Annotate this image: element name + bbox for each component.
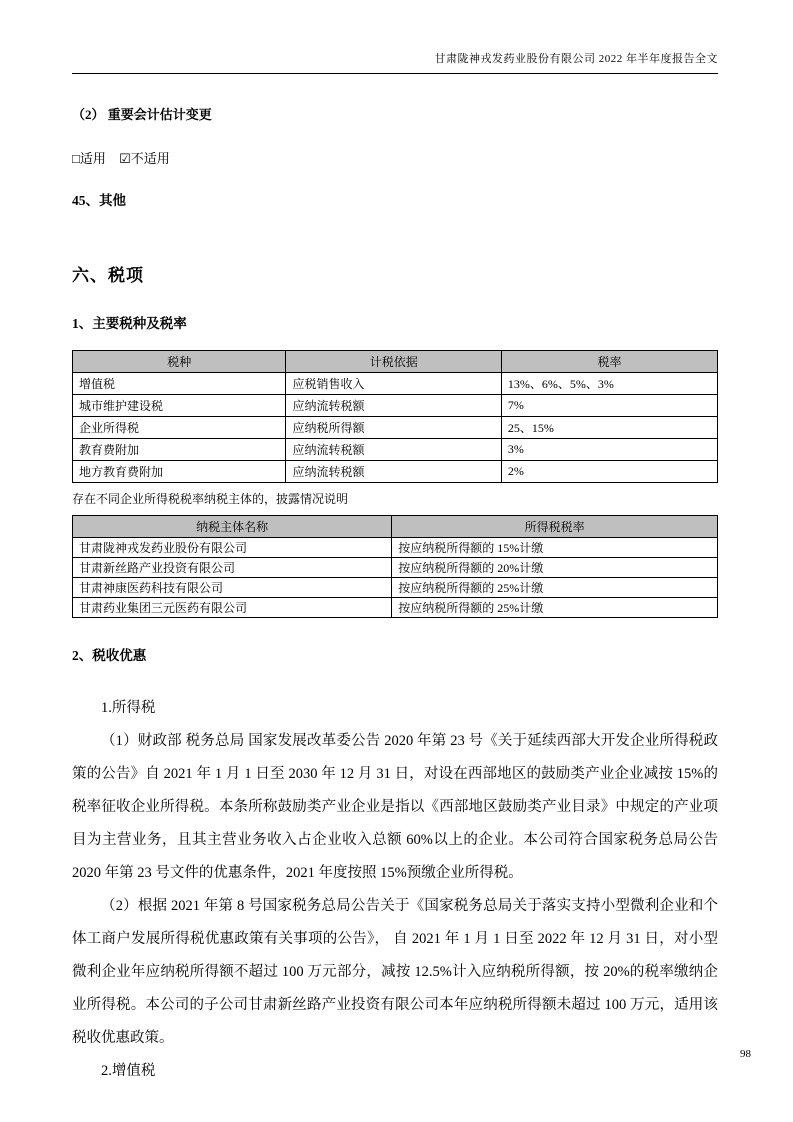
table-header-row [73,516,718,538]
main-tax-types-heading: 1、主要税种及税率 [72,316,187,331]
cell-entity-name: 甘肃陇神戎发药业股份有限公司 [73,538,392,558]
disclosure-note: 存在不同企业所得税税率纳税主体的，披露情况说明 [72,492,349,506]
tax-preference-heading: 2、税收优惠 [72,648,147,663]
table-row [73,578,718,598]
cell-entity-name: 甘肃药业集团三元医药有限公司 [73,598,392,618]
page-number: 98 [740,1048,751,1060]
tax-preference-body [72,692,718,1088]
table-row [73,538,718,558]
cell-income-tax-rate: 按应纳税所得额的 25%计缴 [392,578,718,598]
applicable-checkbox-unchecked-icon: □适用 [72,151,106,166]
taxpayer-entity-table [72,515,718,618]
not-applicable-checkbox-checked-icon: ☑不适用 [119,151,170,166]
cell-tax-type: 地方教育费附加 [73,461,286,483]
cell-tax-basis: 应纳流转税额 [286,439,501,461]
table-header-tax-basis: 计税依据 [286,351,501,373]
table-row [73,395,718,417]
cell-tax-type: 教育费附加 [73,439,286,461]
cell-tax-type: 城市维护建设税 [73,395,286,417]
report-title: 甘肃陇神戎发药业股份有限公司 2022 年半年度报告全文 [434,53,718,65]
vat-subheading: 2.增值税 [101,1063,156,1079]
applicability-line [72,148,718,167]
cell-tax-rate: 7% [501,395,717,417]
income-tax-paragraph-1: （1）财政部 税务总局 国家发展改革委公告 2020 年第 23 号《关于延续西部大开发企业所得税政策的公告》自 2021 年 1 月 1 日至 2030 年 12 月 31 日，对设在西部地区的鼓励类产业企业减按 15%的税率征收企业所得税。本条所称鼓励类产业企业是指以《西部地区鼓励类产业目录》中规定的产业项目为主营业务，且其主营业务收入占企业收入总额 60%以上的企业。本公司符合国家税务总局公告 2020 年第 23 号文件的优惠条件，2021 年度按照 15%预缴企业所得税。 [72,733,718,881]
cell-tax-basis: 应税销售收入 [286,373,501,395]
cell-tax-rate: 13%、6%、5%、3% [501,373,717,395]
page-header [72,50,718,74]
cell-tax-type: 增值税 [73,373,286,395]
cell-income-tax-rate: 按应纳税所得额的 25%计缴 [392,598,718,618]
table-row [73,373,718,395]
other-heading: 45、其他 [72,193,126,208]
table-row [73,598,718,618]
table-header-tax-type: 税种 [73,351,286,373]
table-row [73,558,718,578]
table-row [73,439,718,461]
cell-tax-basis: 应纳税所得额 [286,417,501,439]
table-header-entity-name: 纳税主体名称 [73,516,392,538]
accounting-estimate-change-heading: （2） 重要会计估计变更 [72,107,212,122]
table-header-income-tax-rate: 所得税税率 [392,516,718,538]
table-header-row [73,351,718,373]
cell-entity-name: 甘肃神康医药科技有限公司 [73,578,392,598]
income-tax-paragraph-2: （2）根据 2021 年第 8 号国家税务总局公告关于《国家税务总局关于落实支持小型微利企业和个体工商户发展所得税优惠政策有关事项的公告》， 自 2021 年 1 月 1 日至 2022 年 12 月 31 日，对小型微利企业年应纳税所得额不超过 100 万元部分，减按 12.5%计入应纳税所得额，按 20%的税率缴纳企业所得税。本公司的子公司甘肃新丝路产业投资有限公司本年应纳税所得额未超过 100 万元，适用该税收优惠政策。 [72,898,718,1046]
income-tax-subheading: 1.所得税 [101,700,156,716]
cell-entity-name: 甘肃新丝路产业投资有限公司 [73,558,392,578]
cell-tax-rate: 3% [501,439,717,461]
table-row [73,417,718,439]
cell-tax-basis: 应纳流转税额 [286,395,501,417]
cell-tax-type: 企业所得税 [73,417,286,439]
cell-tax-rate: 25、15% [501,417,717,439]
tax-section-heading: 六、税项 [72,266,144,285]
cell-income-tax-rate: 按应纳税所得额的 15%计缴 [392,538,718,558]
main-tax-table [72,350,718,483]
cell-tax-basis: 应纳流转税额 [286,461,501,483]
table-header-tax-rate: 税率 [501,351,717,373]
table-row [73,461,718,483]
cell-tax-rate: 2% [501,461,717,483]
cell-income-tax-rate: 按应纳税所得额的 20%计缴 [392,558,718,578]
